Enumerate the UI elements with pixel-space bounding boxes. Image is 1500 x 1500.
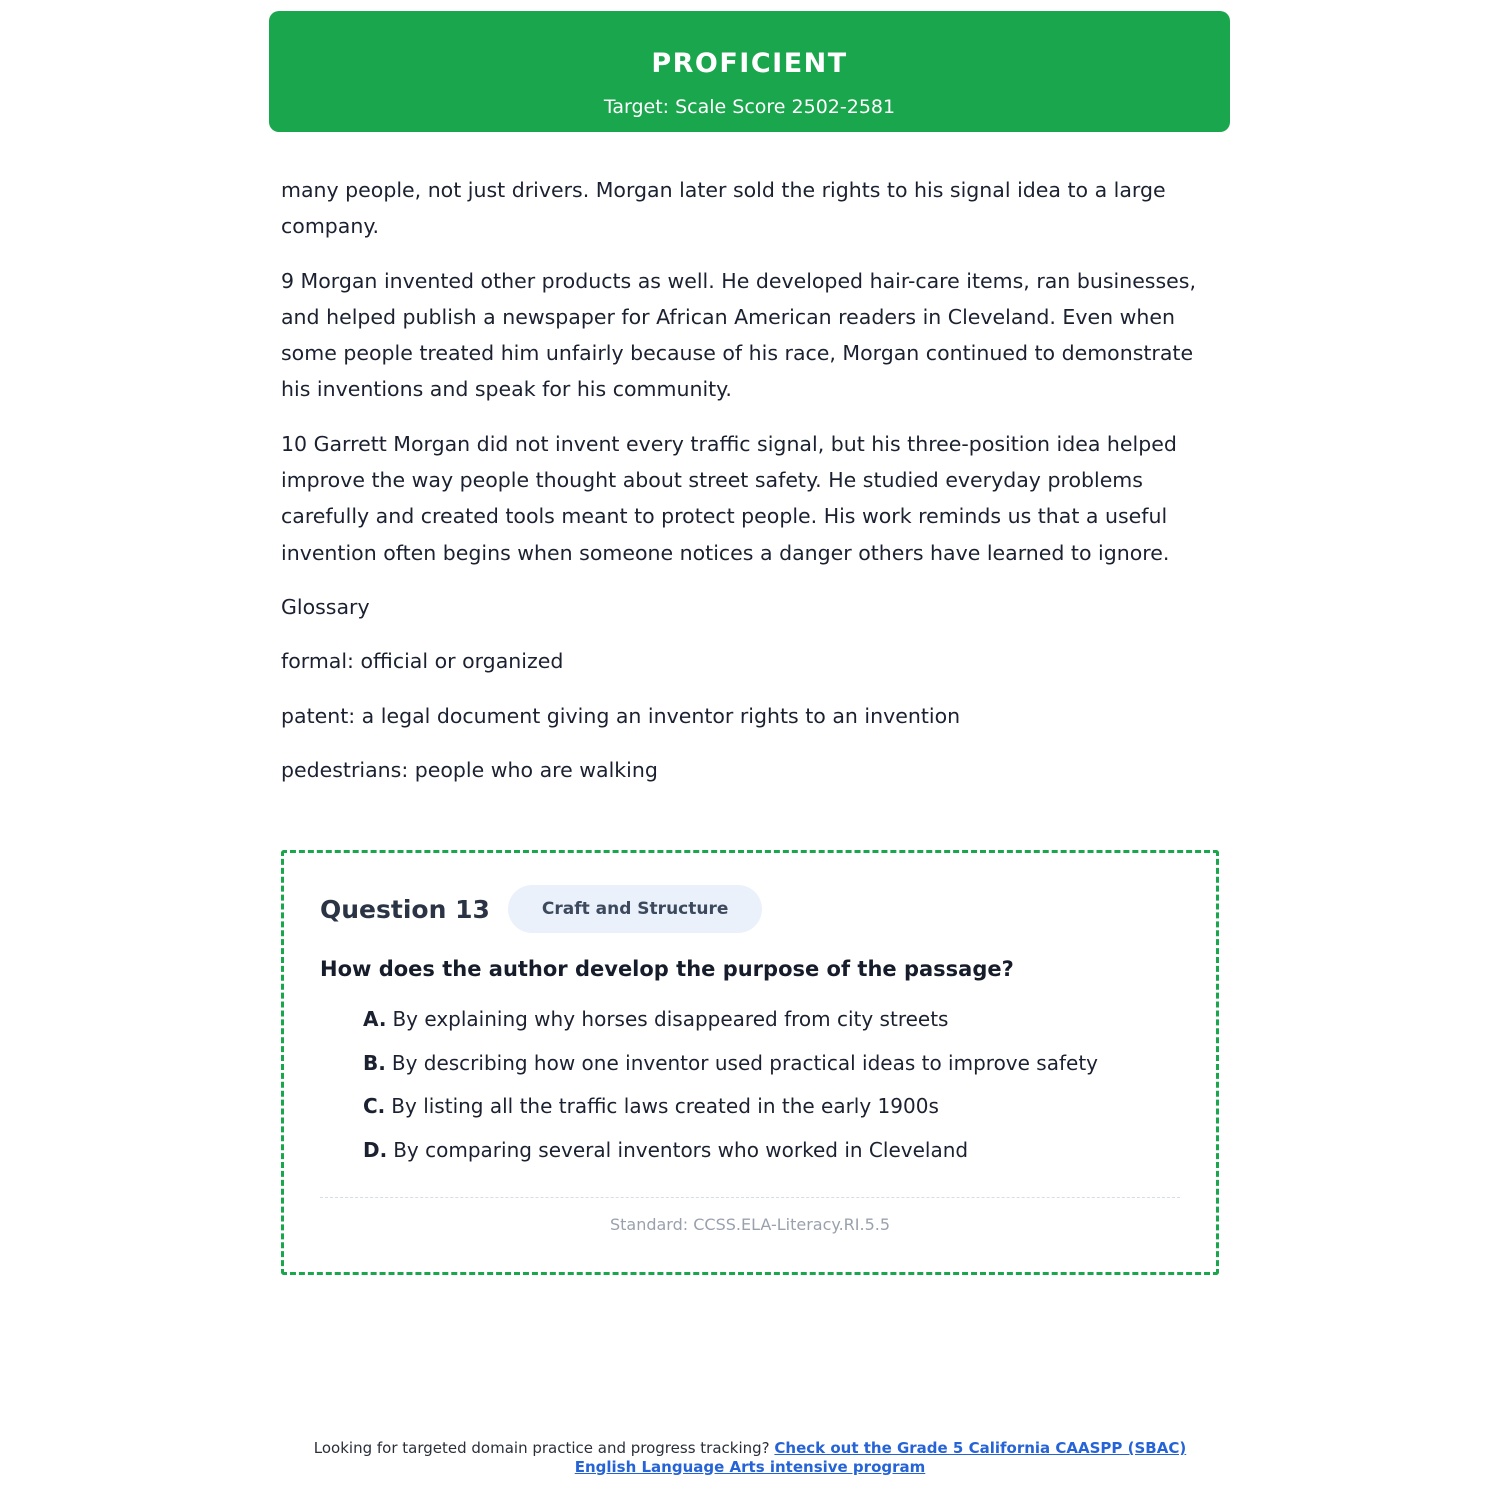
footer-promo	[281, 1439, 1219, 1476]
divider	[320, 1197, 1180, 1198]
option-letter: A.	[363, 1007, 387, 1031]
option-letter: C.	[363, 1094, 386, 1119]
answer-option-c[interactable]	[363, 1094, 1098, 1138]
option-text: By listing all the traffic laws created in the early 1900s	[391, 1094, 939, 1119]
answer-option-d[interactable]	[363, 1138, 1098, 1182]
answer-options	[363, 1007, 1098, 1182]
passage-paragraph: 9 Morgan invented other products as well. He developed hair-care items, ran businesses, and helped publish a newspaper for African American readers in Cleveland. Even when some people treated him unfairly because of his race, Morgan continued to demonstrate his inventions and speak for his community.	[281, 268, 1196, 402]
option-text: By comparing several inventors who worked in Cleveland	[393, 1138, 969, 1163]
level-banner	[269, 11, 1230, 132]
question-number: Question 13	[320, 894, 490, 924]
target-score: Target: Scale Score 2502-2581	[603, 96, 896, 118]
category-badge: Craft and Structure	[508, 885, 763, 933]
answer-option-a[interactable]	[363, 1007, 1098, 1051]
option-text: By describing how one inventor used practical ideas to improve safety	[391, 1050, 1099, 1075]
answer-option-b[interactable]	[363, 1051, 1098, 1095]
level-title: PROFICIENT	[651, 48, 848, 79]
option-text: By explaining why horses disappeared from city streets	[392, 1007, 949, 1031]
standard-label: Standard: CCSS.ELA-Literacy.RI.5.5	[609, 1215, 891, 1234]
program-link[interactable]: Check out the Grade 5 California CAASPP (SBAC) English Language Arts intensive program	[574, 1439, 1187, 1476]
option-letter: B.	[363, 1050, 386, 1075]
glossary-entry: formal: official or organized	[281, 649, 564, 674]
question-prompt: How does the author develop the purpose of the passage?	[320, 957, 1014, 981]
passage	[281, 172, 1221, 806]
glossary-entry: patent: a legal document giving an inventor rights to an invention	[281, 703, 961, 728]
question-card	[281, 850, 1219, 1275]
passage-paragraph: 10 Garrett Morgan did not invent every traffic signal, but his three-position idea helped improve the way people thought about street safety. He studied everyday problems carefully and created tools meant to protect people. His work reminds us that a useful invention often begins when someone notices a danger others have learned to ignore.	[281, 431, 1177, 565]
glossary-entry: pedestrians: people who are walking	[281, 757, 658, 782]
footer-text: Looking for targeted domain practice and progress tracking?	[313, 1439, 770, 1457]
passage-paragraph: many people, not just drivers. Morgan later sold the rights to his signal idea to a large company.	[281, 178, 1166, 239]
glossary-heading: Glossary	[281, 594, 370, 619]
option-letter: D.	[363, 1138, 388, 1163]
question-header	[320, 884, 762, 934]
